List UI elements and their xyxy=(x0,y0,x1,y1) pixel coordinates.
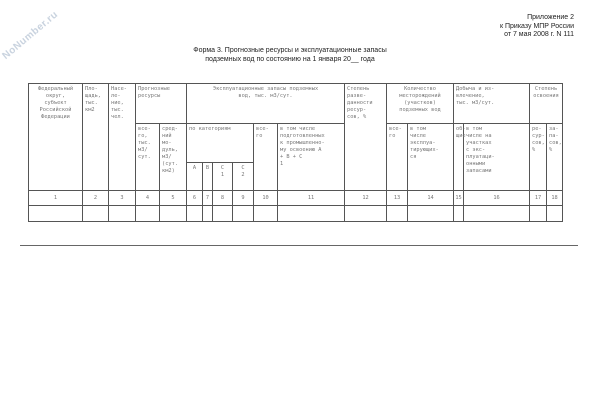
appendix-note xyxy=(500,14,574,40)
header-category-b: В xyxy=(203,163,213,191)
divider xyxy=(20,245,578,246)
header-extraction-total: об- щие xyxy=(454,124,464,191)
table-cell[interactable] xyxy=(278,206,345,222)
header-deposits-count: Количество месторождений (участков) подземных вод xyxy=(387,84,454,124)
table-cell[interactable] xyxy=(29,206,83,222)
table-cell[interactable] xyxy=(345,206,387,222)
table-cell[interactable] xyxy=(530,206,547,222)
column-number: 12 xyxy=(345,191,387,206)
column-number: 4 xyxy=(136,191,160,206)
header-extraction-on-sites: в том числе на участках с экс- плуатаци- онными запасами xyxy=(464,124,530,191)
column-number: 9 xyxy=(233,191,254,206)
table-cell[interactable] xyxy=(109,206,136,222)
header-exploitation-reserves: Эксплуатационные запасы подземных вод, тыс. м3/сут. xyxy=(187,84,345,124)
title-line: Форма 3. Прогнозные ресурсы и эксплуатационные запасы xyxy=(193,47,387,54)
column-number: 8 xyxy=(213,191,233,206)
table-cell[interactable] xyxy=(547,206,563,222)
column-number: 10 xyxy=(254,191,278,206)
header-forecast-resources: Прогнозные ресурсы xyxy=(136,84,187,124)
header-development-resources: ре- сур- сов, % xyxy=(530,124,547,191)
header-deposits-exploited: в том числе эксплуа- тирующих- ся xyxy=(408,124,454,191)
header-reserves-prepared: в том числе подготовленных к промышленно- му освоению А + В + С 1 xyxy=(278,124,345,191)
table-cell[interactable] xyxy=(254,206,278,222)
header-reserves-total: все- го xyxy=(254,124,278,191)
column-number: 15 xyxy=(454,191,464,206)
header-deposits-total: все- го xyxy=(387,124,408,191)
form-table xyxy=(28,83,563,222)
table-cell[interactable] xyxy=(213,206,233,222)
column-number: 5 xyxy=(160,191,187,206)
column-number: 2 xyxy=(83,191,109,206)
header-by-categories: по категориям xyxy=(187,124,254,163)
header-average-modulus: сред- ний мо- дуль, м3/ (сут. км2) xyxy=(160,124,187,191)
column-number: 14 xyxy=(408,191,454,206)
appendix-line: Приложение 2 xyxy=(527,14,574,21)
table-cell[interactable] xyxy=(408,206,454,222)
table-cell[interactable] xyxy=(160,206,187,222)
column-number: 7 xyxy=(203,191,213,206)
table-cell[interactable] xyxy=(464,206,530,222)
appendix-line: от 7 мая 2008 г. N 111 xyxy=(504,31,574,38)
header-category-c2: С 2 xyxy=(233,163,254,191)
header-population: Насе- ле- ние, тыс. чел. xyxy=(109,84,136,191)
header-extraction: Добыча и из- влечение, тыс. м3/сут. xyxy=(454,84,530,124)
header-federal-district: Федеральный округ, субъект Российской Федерации xyxy=(29,84,83,191)
column-number: 1 xyxy=(29,191,83,206)
appendix-line: к Приказу МПР России xyxy=(500,22,574,30)
column-numbers-row xyxy=(29,191,563,206)
table-row xyxy=(29,206,563,222)
column-number: 11 xyxy=(278,191,345,206)
header-forecast-total: все- го, тыс. м3/ сут. xyxy=(136,124,160,191)
header-category-c1: С 1 xyxy=(213,163,233,191)
table-cell[interactable] xyxy=(233,206,254,222)
table-cell[interactable] xyxy=(136,206,160,222)
header-development-reserves: за- па- сов, % xyxy=(547,124,563,191)
column-number: 16 xyxy=(464,191,530,206)
header-exploration-degree: Степень разве- данности ресур- сов, % xyxy=(345,84,387,191)
form-title xyxy=(0,47,600,64)
column-number: 3 xyxy=(109,191,136,206)
header-area: Пло- щадь, тыс. км2 xyxy=(83,84,109,191)
table-cell[interactable] xyxy=(387,206,408,222)
column-number: 6 xyxy=(187,191,203,206)
column-number: 17 xyxy=(530,191,547,206)
watermark: NoNumber.ru xyxy=(0,9,61,62)
table-cell[interactable] xyxy=(83,206,109,222)
title-line: подземных вод по состоянию на 1 января 20__ года xyxy=(205,55,375,63)
table-cell[interactable] xyxy=(454,206,464,222)
table-cell[interactable] xyxy=(187,206,203,222)
column-number: 18 xyxy=(547,191,563,206)
header-category-a: А xyxy=(187,163,203,191)
header-development-degree: Степень освоения xyxy=(530,84,563,124)
table-cell[interactable] xyxy=(203,206,213,222)
column-number: 13 xyxy=(387,191,408,206)
